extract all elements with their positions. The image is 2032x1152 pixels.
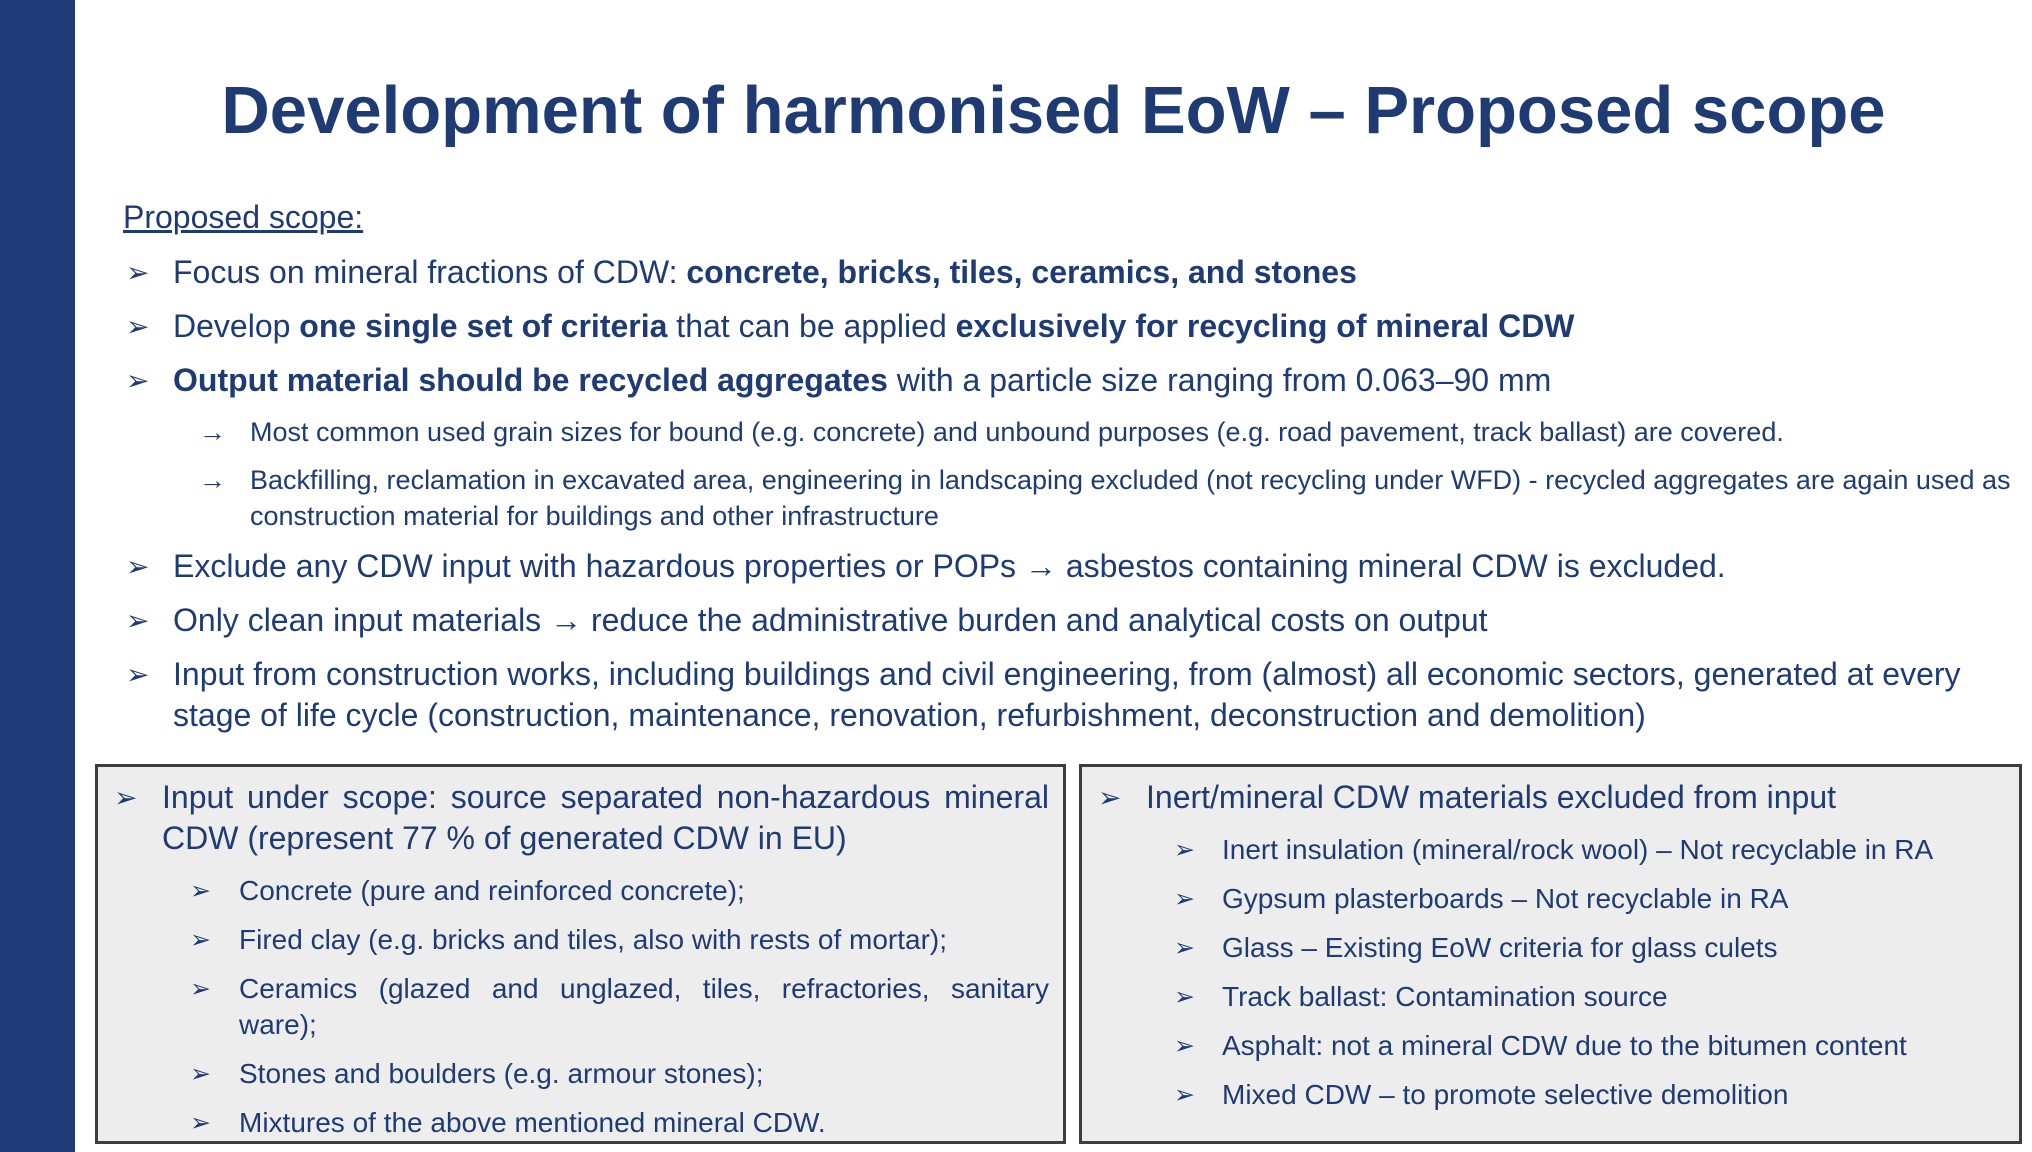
list-item: ➢ Gypsum plasterboards – Not recyclable in RA xyxy=(1082,881,2019,917)
scope-heading: Proposed scope: xyxy=(123,199,364,235)
input-scope-heading: ➢ Input under scope: source separated non-hazardous mineral CDW (represent 77 % of generated CDW in EU) xyxy=(114,779,1049,856)
bullet-arrow-icon: ➢ xyxy=(190,877,211,905)
bullet-arrow-icon: ➢ xyxy=(190,1060,211,1088)
bullet-criteria: ➢ Develop one single set of criteria that can be applied exclusively for recycling of mineral CDW xyxy=(123,306,2013,347)
excluded-materials-heading: ➢ Inert/mineral CDW materials excluded from input xyxy=(1082,777,2019,818)
bullet-arrow-icon: ➢ xyxy=(1174,1081,1195,1109)
bullet-arrow-icon: ➢ xyxy=(126,365,150,396)
bullet-exclude-hazardous: ➢ Exclude any CDW input with hazardous properties or POPs → asbestos containing mineral CDW is excluded. xyxy=(123,546,2013,587)
bullet-arrow-icon: ➢ xyxy=(190,926,211,954)
bullet-arrow-icon: ➢ xyxy=(126,311,150,342)
sub-bullet-backfilling: → Backfilling, reclamation in excavated area, engineering in landscaping excluded (not recycling under WFD) - recycled aggregates are again used as construction material for buildings and other infrastructure xyxy=(123,462,2013,534)
main-content xyxy=(123,198,2013,749)
list-item: ➢ Glass – Existing EoW criteria for glass culets xyxy=(1082,930,2019,966)
list-item: ➢ Mixed CDW – to promote selective demolition xyxy=(1082,1077,2019,1113)
sub-bullet-grain-sizes: → Most common used grain sizes for bound (e.g. concrete) and unbound purposes (e.g. road pavement, track ballast) are covered. xyxy=(123,414,2013,450)
excluded-materials-box xyxy=(1079,764,2022,1144)
list-item: ➢ Stones and boulders (e.g. armour stones); xyxy=(98,1056,1063,1092)
bullet-arrow-icon: ➢ xyxy=(190,975,211,1003)
bullet-arrow-icon: ➢ xyxy=(1174,934,1195,962)
right-arrow-icon: → xyxy=(199,465,226,495)
bullet-arrow-icon: ➢ xyxy=(1174,836,1195,864)
bullet-arrow-icon: ➢ xyxy=(1174,983,1195,1011)
bullet-arrow-icon: ➢ xyxy=(1098,782,1122,813)
bullet-arrow-icon: ➢ xyxy=(126,605,150,636)
input-scope-box xyxy=(95,764,1066,1144)
list-item: ➢ Fired clay (e.g. bricks and tiles, also with rests of mortar); xyxy=(98,922,1063,958)
list-item: ➢ Concrete (pure and reinforced concrete); xyxy=(98,873,1063,909)
list-item: ➢ Track ballast: Contamination source xyxy=(1082,979,2019,1015)
slide-title: Development of harmonised EoW – Proposed scope xyxy=(221,73,1886,148)
list-item: ➢ Ceramics (glazed and unglazed, tiles, refractories, sanitary ware); xyxy=(190,973,1049,1040)
bullet-clean-input: ➢ Only clean input materials → reduce the administrative burden and analytical costs on output xyxy=(123,600,2013,641)
bullet-focus: ➢ Focus on mineral fractions of CDW: concrete, bricks, tiles, ceramics, and stones xyxy=(123,252,2013,293)
bullet-arrow-icon: ➢ xyxy=(190,1109,211,1137)
bullet-output: ➢ Output material should be recycled aggregates with a particle size ranging from 0.063–90 mm xyxy=(123,360,2013,401)
side-accent-bar xyxy=(0,0,75,1152)
bullet-arrow-icon: ➢ xyxy=(126,551,150,582)
right-arrow-icon: → xyxy=(199,417,226,447)
bullet-arrow-icon: ➢ xyxy=(1174,885,1195,913)
list-item: ➢ Asphalt: not a mineral CDW due to the bitumen content xyxy=(1082,1028,2019,1064)
bullet-arrow-icon: ➢ xyxy=(126,659,150,690)
bullet-arrow-icon: ➢ xyxy=(114,782,138,813)
list-item: ➢ Inert insulation (mineral/rock wool) – Not recyclable in RA xyxy=(1082,832,2019,868)
bullet-arrow-icon: ➢ xyxy=(126,257,150,288)
list-item: ➢ Mixtures of the above mentioned mineral CDW. xyxy=(98,1105,1063,1141)
bullet-construction-works: ➢ Input from construction works, including buildings and civil engineering, from (almost) all economic sectors, generated at every stage of life cycle (construction, maintenance, renovation, refurbishment, deconstruction and demolition) xyxy=(126,656,1961,733)
bullet-arrow-icon: ➢ xyxy=(1174,1032,1195,1060)
